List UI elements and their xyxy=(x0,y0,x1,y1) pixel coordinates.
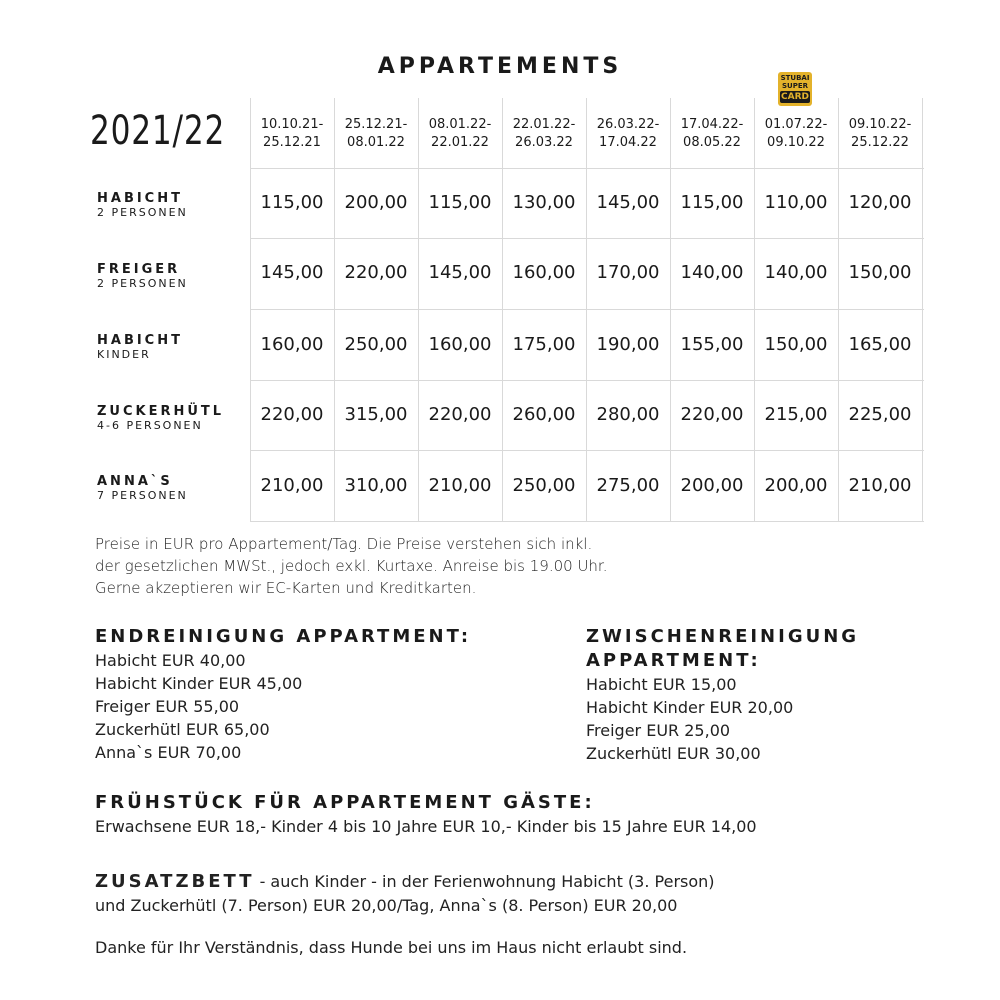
note-line: Preise in EUR pro Appartement/Tag. Die Preise verstehen sich inkl. xyxy=(95,535,593,553)
price-cell: 250,00 xyxy=(344,334,408,355)
column-header-start: 09.10.22- xyxy=(848,117,912,132)
price-cell: 200,00 xyxy=(764,475,828,496)
apartment-capacity: KINDER xyxy=(97,348,151,361)
price-cell: 145,00 xyxy=(596,192,660,213)
column-header-start: 08.01.22- xyxy=(428,117,492,132)
zwischenreinigung-item: Zuckerhütl EUR 30,00 xyxy=(586,744,761,763)
endreinigung-heading: ENDREINIGUNG APPARTMENT: xyxy=(95,626,472,647)
column-header-end: 26.03.22 xyxy=(515,135,573,150)
price-cell: 160,00 xyxy=(512,262,576,283)
row-label xyxy=(97,191,247,219)
price-cell: 190,00 xyxy=(596,334,660,355)
column-header-start: 22.01.22- xyxy=(512,117,576,132)
endreinigung-item: Habicht EUR 40,00 xyxy=(95,651,246,670)
price-cell: 175,00 xyxy=(512,334,576,355)
price-cell: 310,00 xyxy=(344,475,408,496)
column-header-end: 25.12.22 xyxy=(851,135,909,150)
zwischenreinigung-section xyxy=(586,625,916,765)
column-header xyxy=(838,116,922,152)
price-cell: 260,00 xyxy=(512,404,576,425)
price-cell: 130,00 xyxy=(512,192,576,213)
apartment-capacity: 7 PERSONEN xyxy=(97,489,188,502)
note-line: der gesetzlichen MWSt., jedoch exkl. Kurtaxe. Anreise bis 19.00 Uhr. xyxy=(95,557,608,575)
zusatzbett-text-2: und Zuckerhütl (7. Person) EUR 20,00/Tag, Anna`s (8. Person) EUR 20,00 xyxy=(95,896,678,915)
endreinigung-item: Anna`s EUR 70,00 xyxy=(95,743,242,762)
price-cell: 150,00 xyxy=(848,262,912,283)
apartment-capacity: 2 PERSONEN xyxy=(97,277,188,290)
price-cell: 220,00 xyxy=(260,404,324,425)
apartment-name: HABICHT xyxy=(97,191,183,206)
price-cell: 220,00 xyxy=(344,262,408,283)
price-cell: 110,00 xyxy=(764,192,828,213)
price-cell: 170,00 xyxy=(596,262,660,283)
fruehstueck-section xyxy=(95,791,945,838)
endreinigung-item: Zuckerhütl EUR 65,00 xyxy=(95,720,270,739)
price-notes xyxy=(95,533,735,599)
zwischenreinigung-item: Habicht EUR 15,00 xyxy=(586,675,737,694)
row-label xyxy=(97,474,247,502)
price-cell: 115,00 xyxy=(260,192,324,213)
column-header xyxy=(334,116,418,152)
apartment-name: HABICHT xyxy=(97,333,183,348)
price-cell: 165,00 xyxy=(848,334,912,355)
column-header-start: 25.12.21- xyxy=(344,117,408,132)
column-header-end: 08.01.22 xyxy=(347,135,405,150)
column-header xyxy=(250,116,334,152)
price-cell: 215,00 xyxy=(764,404,828,425)
apartment-name: FREIGER xyxy=(97,262,181,277)
grid-hline xyxy=(250,450,924,451)
column-header-end: 25.12.21 xyxy=(263,135,321,150)
column-header xyxy=(670,116,754,152)
zusatzbett-text: - auch Kinder - in der Ferienwohnung Habicht (3. Person) xyxy=(254,872,715,891)
price-cell: 210,00 xyxy=(428,475,492,496)
price-cell: 220,00 xyxy=(428,404,492,425)
price-cell: 120,00 xyxy=(848,192,912,213)
column-header-end: 22.01.22 xyxy=(431,135,489,150)
price-cell: 160,00 xyxy=(428,334,492,355)
column-header-start: 26.03.22- xyxy=(596,117,660,132)
endreinigung-section xyxy=(95,625,565,764)
endreinigung-item: Freiger EUR 55,00 xyxy=(95,697,240,716)
zwischenreinigung-heading-2: APPARTMENT: xyxy=(586,650,761,671)
price-cell: 115,00 xyxy=(428,192,492,213)
price-cell: 145,00 xyxy=(260,262,324,283)
column-header-end: 17.04.22 xyxy=(599,135,657,150)
column-header-end: 09.10.22 xyxy=(767,135,825,150)
badge-line-3: CARD xyxy=(781,92,809,102)
price-cell: 220,00 xyxy=(680,404,744,425)
column-header-end: 08.05.22 xyxy=(683,135,741,150)
price-cell: 250,00 xyxy=(512,475,576,496)
endreinigung-item: Habicht Kinder EUR 45,00 xyxy=(95,674,303,693)
grid-hline xyxy=(250,380,924,381)
price-cell: 115,00 xyxy=(680,192,744,213)
season-label: 2021/22 xyxy=(90,108,226,154)
price-cell: 315,00 xyxy=(344,404,408,425)
price-cell: 140,00 xyxy=(680,262,744,283)
zwischenreinigung-item: Freiger EUR 25,00 xyxy=(586,721,731,740)
zusatzbett-section xyxy=(95,870,945,917)
fruehstueck-text: Erwachsene EUR 18,- Kinder 4 bis 10 Jahre EUR 10,- Kinder bis 15 Jahre EUR 14,00 xyxy=(95,817,757,836)
badge-line-1: STUBAI xyxy=(780,74,810,82)
price-cell: 160,00 xyxy=(260,334,324,355)
zusatzbett-heading: ZUSATZBETT xyxy=(95,871,255,892)
column-header xyxy=(418,116,502,152)
apartment-name: ANNA`S xyxy=(97,474,173,489)
grid-hline xyxy=(250,309,924,310)
price-cell: 140,00 xyxy=(764,262,828,283)
column-header-start: 01.07.22- xyxy=(764,117,828,132)
price-cell: 150,00 xyxy=(764,334,828,355)
apartment-name: ZUCKERHÜTL xyxy=(97,404,225,419)
zwischenreinigung-heading: ZWISCHENREINIGUNG xyxy=(586,626,860,647)
apartment-capacity: 2 PERSONEN xyxy=(97,206,188,219)
row-label xyxy=(97,404,247,432)
badge-line-2: SUPER xyxy=(781,82,809,90)
fruehstueck-heading: FRÜHSTÜCK FÜR APPARTEMENT GÄSTE: xyxy=(95,792,595,813)
row-label xyxy=(97,262,247,290)
grid-hline xyxy=(250,168,924,169)
zwischenreinigung-item: Habicht Kinder EUR 20,00 xyxy=(586,698,794,717)
price-cell: 225,00 xyxy=(848,404,912,425)
grid-hline xyxy=(250,238,924,239)
note-line: Gerne akzeptieren wir EC-Karten und Kreditkarten. xyxy=(95,579,477,597)
footer-note: Danke für Ihr Verständnis, dass Hunde bei uns im Haus nicht erlaubt sind. xyxy=(95,938,688,957)
grid-hline xyxy=(250,521,924,522)
price-cell: 200,00 xyxy=(344,192,408,213)
apartment-capacity: 4-6 PERSONEN xyxy=(97,419,203,432)
price-cell: 280,00 xyxy=(596,404,660,425)
price-cell: 145,00 xyxy=(428,262,492,283)
page-title: APPARTEMENTS xyxy=(377,54,623,79)
price-cell: 275,00 xyxy=(596,475,660,496)
price-cell: 210,00 xyxy=(260,475,324,496)
column-header xyxy=(502,116,586,152)
column-header-start: 17.04.22- xyxy=(680,117,744,132)
row-label xyxy=(97,333,247,361)
price-cell: 200,00 xyxy=(680,475,744,496)
price-cell: 210,00 xyxy=(848,475,912,496)
price-cell: 155,00 xyxy=(680,334,744,355)
column-header xyxy=(586,116,670,152)
stubai-super-card-badge xyxy=(778,72,812,106)
column-header xyxy=(754,116,838,152)
column-header-start: 10.10.21- xyxy=(260,117,324,132)
